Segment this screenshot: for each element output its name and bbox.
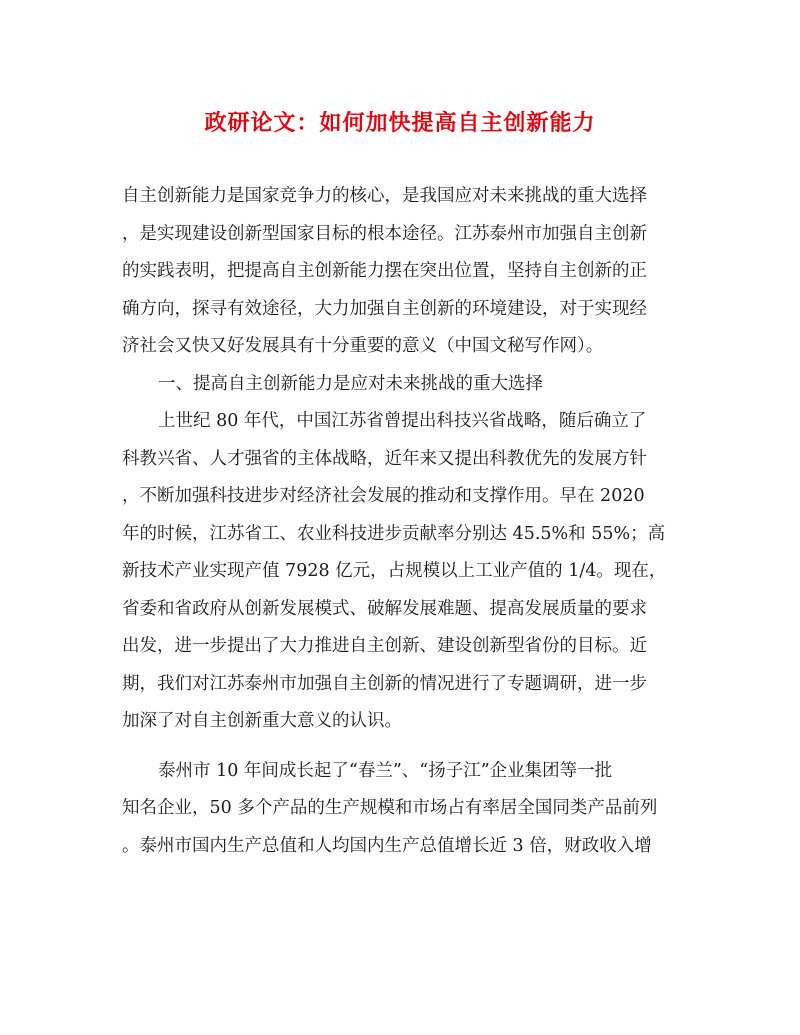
- paragraph-line: 的实践表明，把提高自主创新能力摆在突出位置，坚持自主创新的正: [122, 261, 647, 281]
- paragraph-line: 济社会又快又好发展具有十分重要的意义（中国文秘写作网）。: [122, 336, 604, 356]
- paragraph-line: 科教兴省、人才强省的主体战略，近年来又提出科教优先的发展方针: [122, 448, 647, 469]
- paragraph-line: ，是实现建设创新型国家目标的根本途径。江苏泰州市加强自主创新: [122, 223, 647, 244]
- paragraph-line: 自主创新能力是国家竞争力的核心，是我国应对未来挑战的重大选择: [122, 186, 647, 206]
- paragraph-line: 上世纪 80 年代，中国江苏省曾提出科技兴省战略，随后确立了: [158, 411, 647, 431]
- paragraph-line: 。泰州市国内生产总值和人均国内生产总值增长近 3 倍，财政收入增: [122, 835, 652, 856]
- paragraph-line: 出发，进一步提出了大力推进自主创新、建设创新型省份的目标。近: [122, 636, 647, 656]
- paragraph-line: 泰州市 10 年间成长起了“春兰”、“扬子江”企业集团等一批: [158, 760, 613, 781]
- section-heading: 一、提高自主创新能力是应对未来挑战的重大选择: [158, 373, 543, 394]
- paragraph-line: 新技术产业实现产值 7928 亿元，占规模以上工业产值的 1/4。现在，: [122, 561, 667, 581]
- document-title: 政研论文：如何加快提高自主创新能力: [204, 110, 596, 136]
- paragraph-line: 省委和省政府从创新发展模式、破解发展难题、提高发展质量的要求: [122, 598, 647, 619]
- paragraph-line: 期，我们对江苏泰州市加强自主创新的情况进行了专题调研，进一步: [122, 673, 647, 694]
- paragraph-line: 确方向，探寻有效途径，大力加强自主创新的环境建设，对于实现经: [122, 298, 647, 319]
- paragraph-line: ，不断加强科技进步对经济社会发展的推动和支撑作用。早在 2020: [122, 486, 645, 506]
- paragraph-line: 知名企业，50 多个产品的生产规模和市场占有率居全国同类产品前列: [122, 798, 658, 818]
- document-body: [122, 178, 682, 865]
- paragraph-line: 加深了对自主创新重大意义的认识。: [122, 711, 402, 731]
- paragraph-line: 年的时候，江苏省工、农业科技进步贡献率分别达 45.5%和 55%；高: [122, 523, 666, 544]
